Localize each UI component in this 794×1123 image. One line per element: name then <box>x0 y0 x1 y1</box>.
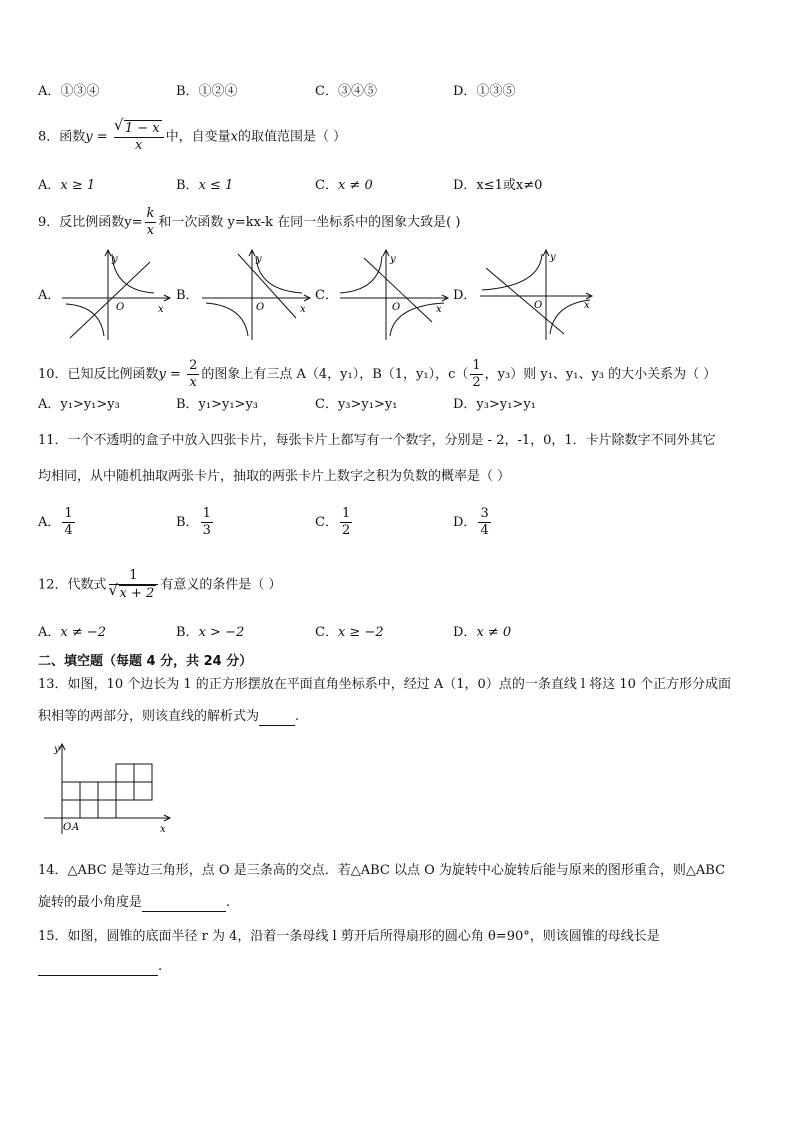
q9a-origin: O <box>116 302 125 313</box>
q10-stem: 10．已知反比例函数y = $\frac{2}{x}$ 的图象上有三点 A（4，y₁），B（1，y₁），c（ $\frac{1}{2}$ ，y₃）则 y₁、y₁、y₃ 的大小关系为（ ） <box>38 358 717 390</box>
q14-line2: 旋转的最小角度是 . <box>38 895 231 910</box>
q14-line1: 14．△ABC 是等边三角形，点 O 是三条高的交点．若△ABC 以点 O 为旋转中心旋转后能与原来的图形重合，则△ABC <box>38 863 726 878</box>
q7-option-c: C．③④⑤ <box>315 84 377 99</box>
q11-option-d: D． $\frac{3}{4}$ <box>453 506 489 538</box>
q9b-origin: O <box>256 302 265 313</box>
q11-line2: 均相同，从中随机抽取两张卡片，抽取的两张卡片上数字之积为负数的概率是（ ） <box>38 469 511 484</box>
q12-stem: 12．代数式 1 √ x + 2 有意义的条件是（ ） <box>38 568 281 602</box>
q7-option-b: B．①②④ <box>176 84 238 99</box>
q13-origin: O <box>63 822 72 833</box>
q8-option-d: D．x≤1或x≠0 <box>453 178 543 193</box>
q9d-axis-x: x <box>584 300 590 311</box>
q9-label-a: A． <box>38 288 61 303</box>
q15-answer-blank[interactable] <box>38 961 158 976</box>
q9c-axis-y: y <box>390 254 396 265</box>
q8-option-b: B．x ≤ 1 <box>176 178 234 193</box>
q13-axis-x: x <box>160 824 166 835</box>
q9-label-b: B． <box>176 288 199 303</box>
q7-option-a: A．①③④ <box>38 84 100 99</box>
q13-figure <box>40 740 174 836</box>
q10-option-d: D．y₃>y₁>y₁ <box>453 397 536 412</box>
q9b-axis-y: y <box>256 254 262 265</box>
q9-graph-d <box>476 246 596 344</box>
q15-line2: . <box>38 958 162 976</box>
q12-option-a: A．x ≠ −2 <box>38 625 107 640</box>
q10-option-b: B．y₁>y₁>y₃ <box>176 397 259 412</box>
q10-option-a: A．y₁>y₁>y₃ <box>38 397 120 412</box>
q9d-axis-y: y <box>550 252 556 263</box>
q11-option-b: B． $\frac{1}{3}$ <box>176 506 211 538</box>
q9a-axis-x: x <box>158 304 164 315</box>
q13-axis-y: y <box>54 744 60 755</box>
q10-fraction: $\frac{2}{x}$ <box>189 358 198 390</box>
q12-option-c: C．x ≥ −2 <box>315 625 384 640</box>
q11-option-a: A． $\frac{1}{4}$ <box>38 506 73 538</box>
q8-option-c: C．x ≠ 0 <box>315 178 373 193</box>
section-fill-in-title: 二、填空题（每题 4 分，共 24 分） <box>38 654 253 669</box>
q8-option-a: A．x ≥ 1 <box>38 178 96 193</box>
q9c-origin: O <box>392 302 401 313</box>
q10-option-c: C．y₃>y₁>y₁ <box>315 397 398 412</box>
q9a-axis-y: y <box>112 254 118 265</box>
q12-fraction: 1 √ x + 2 <box>109 568 159 602</box>
q11-option-c: C． $\frac{1}{2}$ <box>315 506 351 538</box>
q9-graph-b <box>198 246 314 344</box>
q7-option-d: D．①③⑤ <box>453 84 516 99</box>
q8-stem: 8．函数y = √ $\frac{1 - x}{x}$ 中，自变量x的取值范围是（ ） <box>38 120 346 154</box>
q12-option-d: D．x ≠ 0 <box>453 625 512 640</box>
q10-point-fraction: $\frac{1}{2}$ <box>472 358 481 390</box>
q13-point-a: A <box>72 822 80 833</box>
q9-fraction: $\frac{k}{x}$ <box>146 206 155 238</box>
q11-line1: 11．一个不透明的盒子中放入四张卡片，每张卡片上都写有一个数字，分别是 - 2，-1，0，1．卡片除数字不同外其它 <box>38 433 716 448</box>
q9-graph-a <box>58 246 174 344</box>
q13-line2: 积相等的两部分，则该直线的解析式为 . <box>38 709 300 724</box>
q14-answer-blank[interactable] <box>142 897 226 912</box>
q12-option-b: B．x > −2 <box>176 625 245 640</box>
q9-label-c: C． <box>315 288 338 303</box>
q13-answer-blank[interactable] <box>259 711 295 726</box>
q9-graph-c <box>336 246 452 344</box>
q9d-origin: O <box>534 300 543 311</box>
q8-fraction: √ $\frac{1 - x}{x}$ <box>114 120 164 154</box>
q9b-axis-x: x <box>300 304 306 315</box>
q9c-axis-x: x <box>436 304 442 315</box>
q15-line1: 15．如图，圆锥的底面半径 r 为 4，沿着一条母线 l 剪开后所得扇形的圆心角 θ=90°，则该圆锥的母线长是 <box>38 929 660 944</box>
q9-stem: 9．反比例函数y= $\frac{k}{x}$ 和一次函数 y=kx-k 在同一坐标系中的图象大致是( ) <box>38 206 461 238</box>
q9-label-d: D． <box>453 288 477 303</box>
q13-line1: 13．如图，10 个边长为 1 的正方形摆放在平面直角坐标系中，经过 A（1，0）点的一条直线 l 将这 10 个正方形分成面 <box>38 677 732 692</box>
